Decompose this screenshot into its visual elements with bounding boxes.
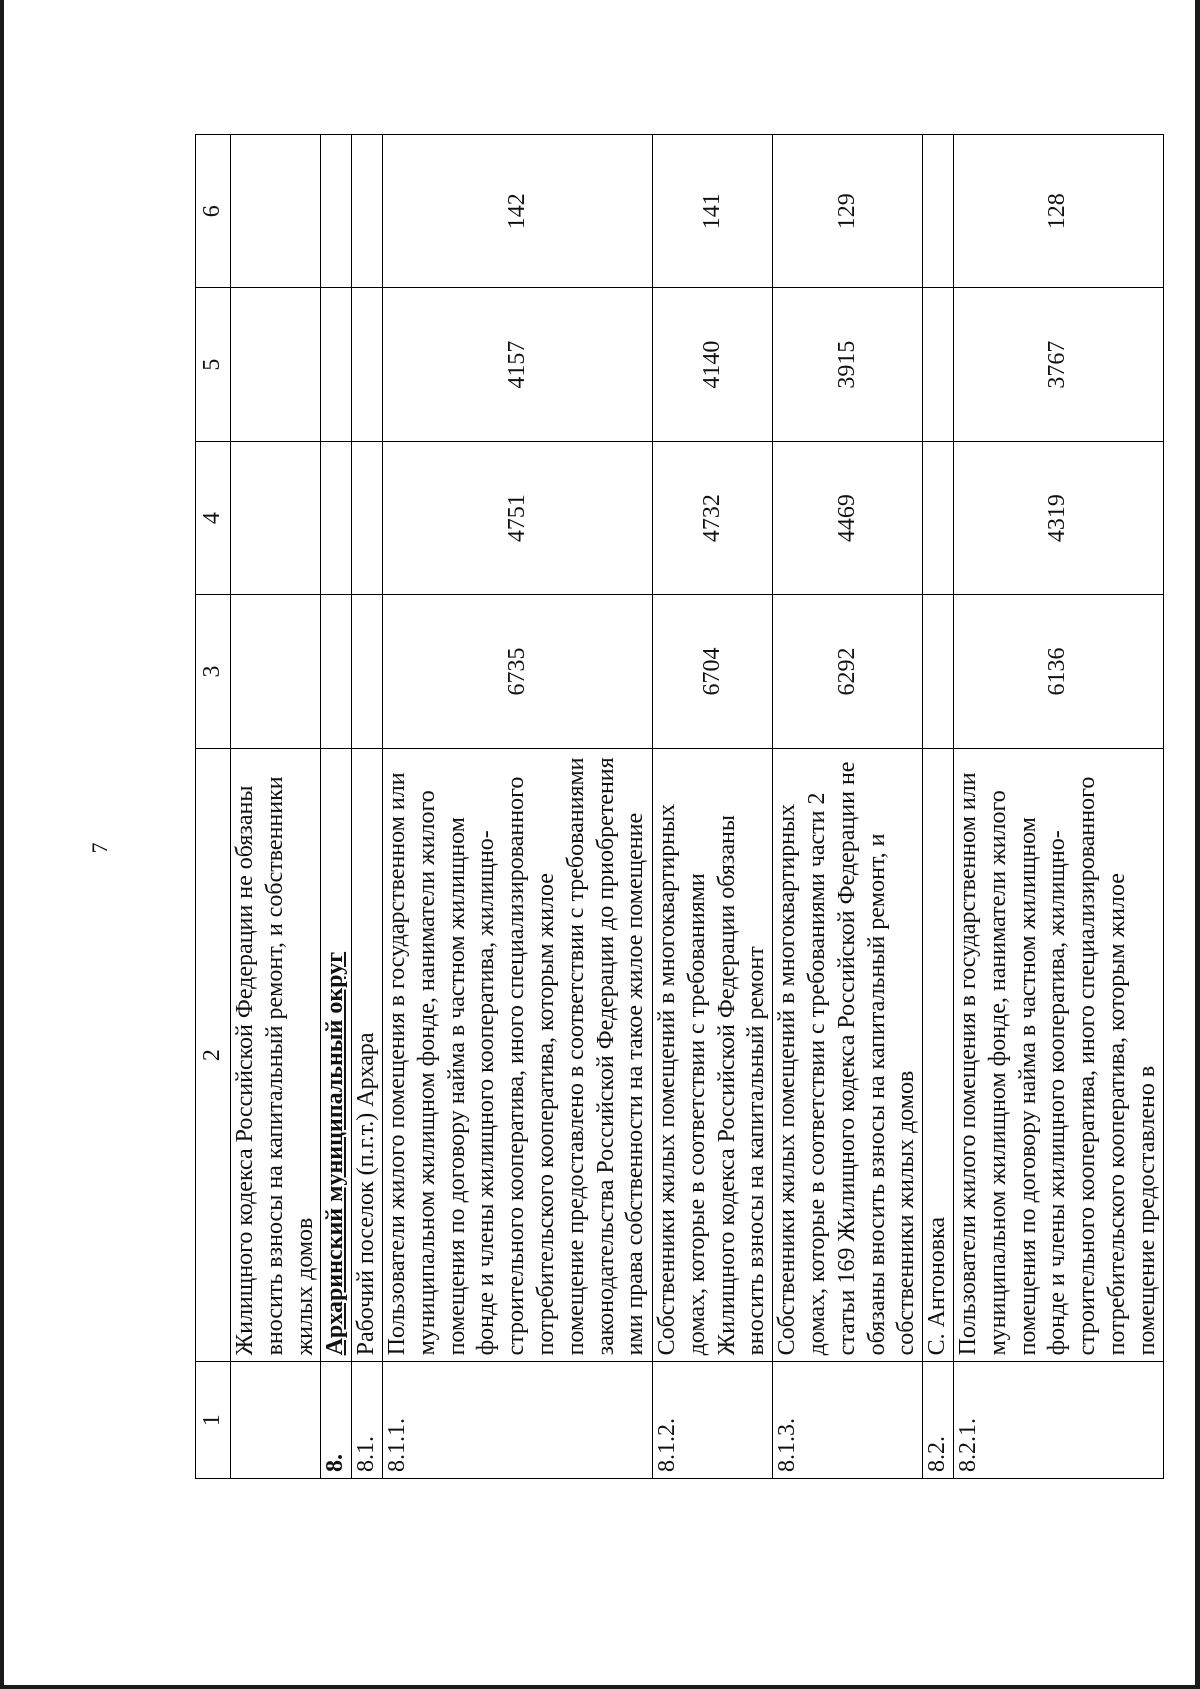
value-col5: 4140 xyxy=(652,288,772,441)
rotated-table-container xyxy=(195,134,1160,1479)
value-col3 xyxy=(923,595,954,748)
value-col6 xyxy=(231,135,321,288)
table-header-row xyxy=(196,135,231,1479)
table-row xyxy=(382,135,652,1479)
table-row-settlement xyxy=(923,135,954,1479)
row-code: 8.1.1. xyxy=(382,1362,652,1479)
value-col5 xyxy=(923,288,954,441)
row-description: С. Антоновка xyxy=(923,748,954,1362)
header-cell: 1 xyxy=(196,1362,231,1479)
value-col5: 4157 xyxy=(382,288,652,441)
table-row xyxy=(773,135,923,1479)
table-row xyxy=(231,135,321,1479)
value-col5: 3915 xyxy=(773,288,923,441)
row-description: Пользователи жилого помещения в государственном или муниципальном жилищном фонде, наниматели жилого помещения по договору найма в частном жилищном фонде и члены жилищного кооператива, жилищно-строительного кооператива, иного специализированного потребительского кооператива, которым жилое помещение предоставлено в соответствии с требованиями законодательства Российской Федерации до приобретения ими права собственности на такое жилое помещение xyxy=(382,748,652,1362)
value-col4 xyxy=(923,441,954,594)
tariff-table xyxy=(195,134,1164,1479)
value-col5 xyxy=(231,288,321,441)
value-col4: 4751 xyxy=(382,441,652,594)
row-description: Жилищного кодекса Российской Федерации не обязаны вносить взносы на капитальный ремонт, и собственники жилых домов xyxy=(231,748,321,1362)
value-col4: 4319 xyxy=(953,441,1163,594)
row-description: Рабочий поселок (п.г.т.) Архара xyxy=(352,748,383,1362)
table-row xyxy=(652,135,772,1479)
row-code: 8.2. xyxy=(923,1362,954,1479)
value-col6: 129 xyxy=(773,135,923,288)
value-col4: 4732 xyxy=(652,441,772,594)
value-col4 xyxy=(231,441,321,594)
value-col4 xyxy=(321,441,352,594)
header-cell: 5 xyxy=(196,288,231,441)
row-code: 8.1. xyxy=(352,1362,383,1479)
value-col6: 142 xyxy=(382,135,652,288)
row-code: 8.1.2. xyxy=(652,1362,772,1479)
table-row xyxy=(953,135,1163,1479)
value-col4: 4469 xyxy=(773,441,923,594)
row-code: 8.1.3. xyxy=(773,1362,923,1479)
header-cell: 4 xyxy=(196,441,231,594)
value-col3 xyxy=(352,595,383,748)
value-col3: 6292 xyxy=(773,595,923,748)
value-col3: 6735 xyxy=(382,595,652,748)
scan-edge-right xyxy=(1195,0,1200,1689)
value-col6 xyxy=(923,135,954,288)
row-code xyxy=(231,1362,321,1479)
value-col3 xyxy=(321,595,352,748)
header-cell: 6 xyxy=(196,135,231,288)
value-col5: 3767 xyxy=(953,288,1163,441)
row-code: 8. xyxy=(321,1362,352,1479)
table-row-district xyxy=(321,135,352,1479)
value-col6: 141 xyxy=(652,135,772,288)
value-col3 xyxy=(231,595,321,748)
value-col4 xyxy=(352,441,383,594)
header-cell: 3 xyxy=(196,595,231,748)
header-cell: 2 xyxy=(196,748,231,1362)
scan-edge-left xyxy=(0,0,4,1689)
row-description: Собственники жилых помещений в многоквартирных домах, которые в соответствии с требованиями Жилищного кодекса Российской Федерации обязаны вносить взносы на капитальный ремонт xyxy=(652,748,772,1362)
value-col3: 6136 xyxy=(953,595,1163,748)
row-description: Пользователи жилого помещения в государственном или муниципальном жилищном фонде, наниматели жилого помещения по договору найма в частном жилищном фонде и члены жилищного кооператива, жилищно-строительного кооператива, иного специализированного потребительского кооператива, которым жилое помещение предоставлено в xyxy=(953,748,1163,1362)
value-col3: 6704 xyxy=(652,595,772,748)
value-col6 xyxy=(352,135,383,288)
value-col5 xyxy=(352,288,383,441)
value-col6 xyxy=(321,135,352,288)
value-col6: 128 xyxy=(953,135,1163,288)
table-row-settlement xyxy=(352,135,383,1479)
scan-edge-bottom xyxy=(0,1685,1200,1689)
row-description: Собственники жилых помещений в многоквартирных домах, которые в соответствии с требованиями части 2 статьи 169 Жилищного кодекса Российской Федерации не обязаны вносить взносы на капитальный ремонт, и собственники жилых домов xyxy=(773,748,923,1362)
row-description: Архаринский муниципальный округ xyxy=(321,748,352,1362)
page-number: 7 xyxy=(87,842,112,854)
value-col5 xyxy=(321,288,352,441)
row-code: 8.2.1. xyxy=(953,1362,1163,1479)
